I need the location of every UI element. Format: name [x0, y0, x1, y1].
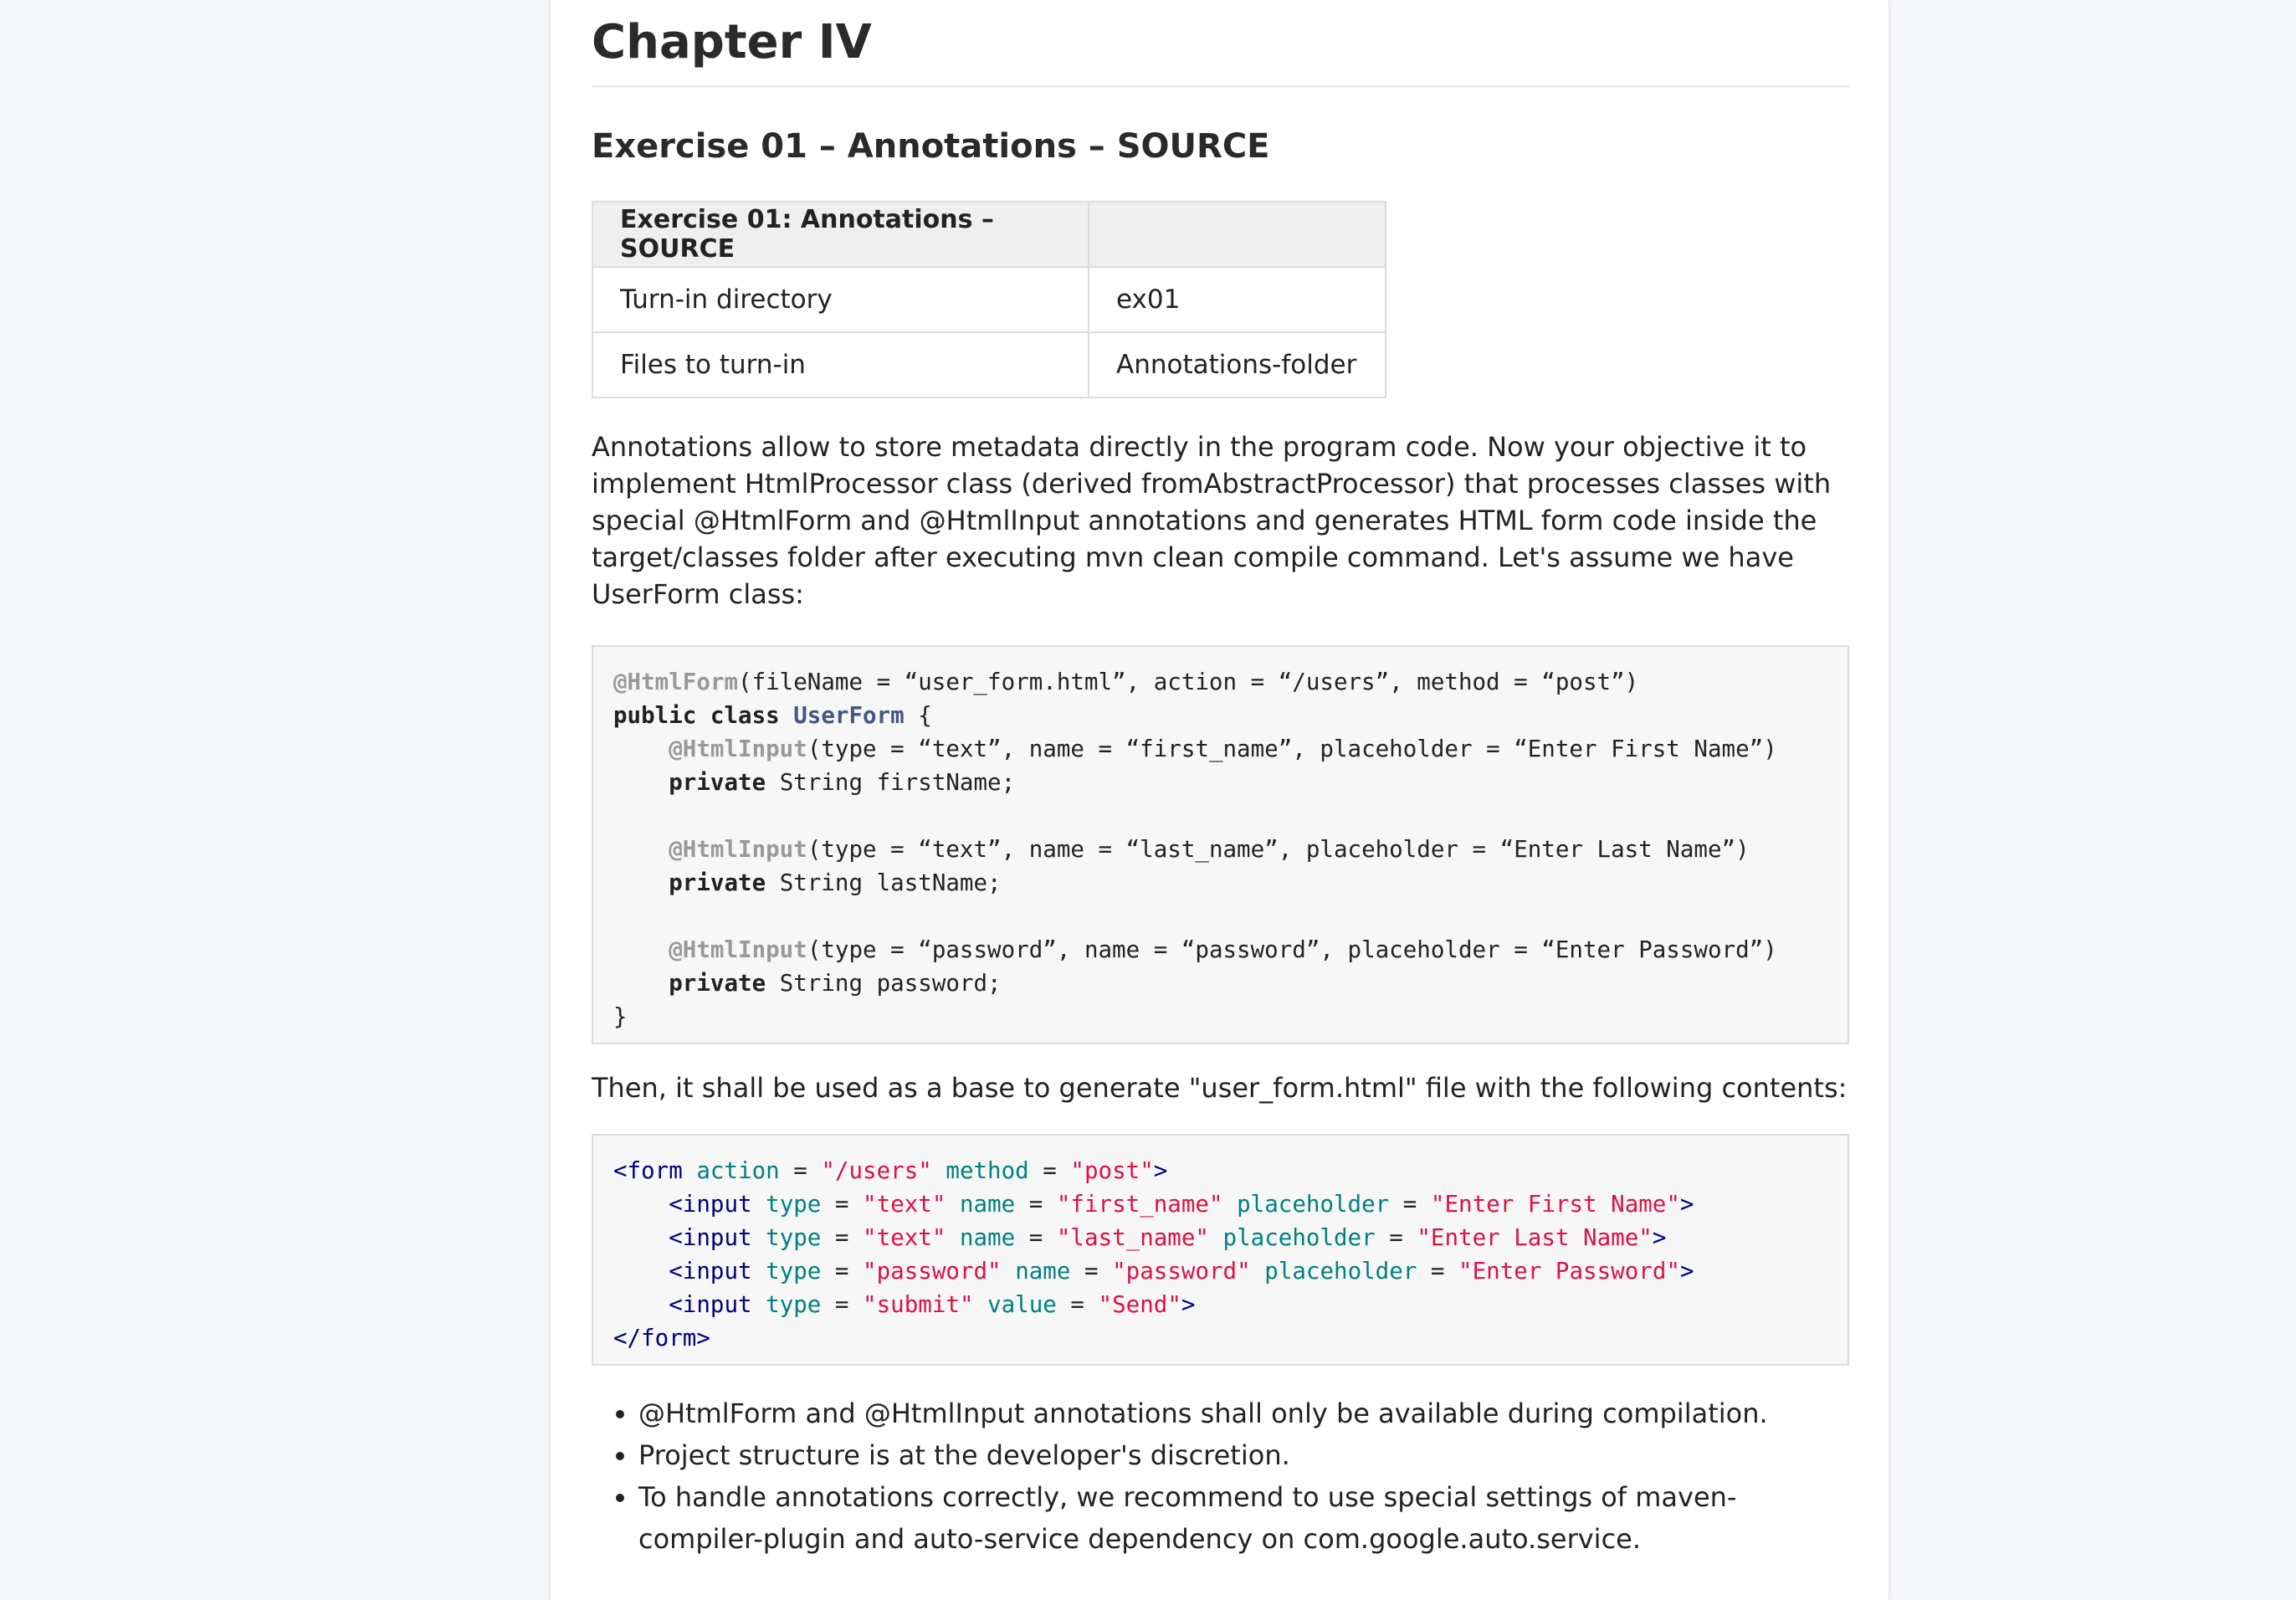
code-keyword: private	[669, 769, 766, 796]
code-string: "submit"	[863, 1291, 974, 1318]
code-line: <input type = "text" name = "last_name" placeholder = "Enter Last Name">	[669, 1224, 1667, 1251]
table-cell-value: ex01	[1089, 267, 1386, 332]
code-attr: method	[946, 1157, 1029, 1184]
code-line	[613, 766, 1827, 799]
code-attr: name	[959, 1191, 1016, 1218]
code-text: String lastName;	[766, 869, 1002, 896]
table-header-row	[592, 202, 1386, 267]
table-header-cell: Exercise 01: Annotations – SOURCE	[592, 202, 1089, 267]
code-attr: placeholder	[1264, 1258, 1417, 1285]
then-paragraph: Then, it shall be used as a base to generate "user_form.html" file with the following contents:	[592, 1072, 1848, 1104]
intro-paragraph: Annotations allow to store metadata directly in the program code. Now your objective it to implement HtmlProcessor class (derived fromAbstractProcessor) that processes classes with special @HtmlForm and @HtmlInput annotations and generates HTML form code inside the target/classes folder after executing mvn clean compile command. Let's assume we have UserForm class:	[592, 431, 1832, 610]
code-line-blank	[613, 799, 1827, 833]
html-code-block	[592, 1134, 1849, 1366]
code-string: "Send"	[1098, 1291, 1181, 1318]
code-tag: >	[1181, 1291, 1196, 1318]
table-cell-label: Turn-in directory	[592, 267, 1089, 332]
code-string: "text"	[863, 1224, 946, 1251]
code-class-name: UserForm	[793, 702, 905, 729]
chapter-divider	[592, 85, 1849, 87]
code-tag: <input	[669, 1258, 752, 1285]
code-attr: placeholder	[1237, 1191, 1390, 1218]
code-text: String firstName;	[766, 769, 1016, 796]
code-line	[613, 732, 1827, 766]
code-line: <input type = "password" name = "password" placeholder = "Enter Password">	[669, 1258, 1694, 1285]
code-attr: type	[766, 1291, 822, 1318]
code-line: <input type = "text" name = "first_name" placeholder = "Enter First Name">	[669, 1191, 1694, 1218]
code-line	[613, 1321, 1827, 1355]
code-line: <form action = "/users" method = "post">	[613, 1157, 1168, 1184]
code-annotation: @HtmlInput	[669, 936, 807, 963]
code-line	[613, 665, 1827, 699]
code-attr: type	[766, 1191, 822, 1218]
code-tag: >	[1652, 1224, 1667, 1251]
code-string: "text"	[863, 1191, 946, 1218]
code-tag: </form>	[613, 1325, 710, 1351]
code-string: "password"	[863, 1258, 1002, 1285]
code-text: (type = “text”, name = “first_name”, placeholder = “Enter First Name”)	[807, 736, 1777, 762]
code-string: "post"	[1070, 1157, 1154, 1184]
code-tag: >	[1679, 1258, 1694, 1285]
code-line	[613, 933, 1827, 967]
code-text: (type = “password”, name = “password”, placeholder = “Enter Password”)	[807, 936, 1777, 963]
code-keyword: private	[669, 970, 766, 997]
table-cell-value: Annotations-folder	[1089, 332, 1386, 397]
list-item: • To handle annotations correctly, we recommend to use special settings of maven-compiler-plugin and auto-service dependency on com.google.auto.service.	[638, 1476, 1849, 1560]
code-string: "last_name"	[1056, 1224, 1209, 1251]
code-tag: >	[1153, 1157, 1168, 1184]
code-tag: <input	[669, 1291, 752, 1318]
code-attr: name	[959, 1224, 1016, 1251]
code-keyword: public class	[613, 702, 794, 729]
code-attr: action	[696, 1157, 780, 1184]
table-row	[592, 332, 1386, 397]
code-line	[613, 866, 1827, 900]
notes-list	[592, 1392, 1849, 1560]
code-text: String password;	[766, 970, 1002, 997]
list-item: • Project structure is at the developer's discretion.	[638, 1434, 1849, 1476]
java-code-block	[592, 645, 1849, 1044]
table-cell-label: Files to turn-in	[592, 332, 1089, 397]
table-row	[592, 267, 1386, 332]
code-string: "/users"	[821, 1157, 932, 1184]
code-tag: <input	[669, 1224, 752, 1251]
code-line	[613, 699, 1827, 732]
code-attr: type	[766, 1258, 822, 1285]
code-line	[613, 833, 1827, 866]
document-page	[550, 0, 1889, 1600]
table-header-cell	[1089, 202, 1386, 267]
code-string: "Enter First Name"	[1430, 1191, 1680, 1218]
code-string: "Enter Last Name"	[1417, 1224, 1653, 1251]
code-annotation: @HtmlInput	[669, 736, 807, 762]
code-annotation: @HtmlForm	[613, 669, 739, 695]
code-line	[613, 967, 1827, 1000]
code-attr: type	[766, 1224, 822, 1251]
code-string: "password"	[1112, 1258, 1251, 1285]
code-line	[613, 1000, 1827, 1033]
code-text: (type = “text”, name = “last_name”, placeholder = “Enter Last Name”)	[807, 836, 1750, 863]
code-text: (fileName = “user_form.html”, action = “/users”, method = “post”)	[738, 669, 1639, 695]
code-string: "first_name"	[1056, 1191, 1223, 1218]
code-line-blank	[613, 900, 1827, 933]
chapter-title: Chapter IV	[592, 15, 872, 69]
code-tag: <input	[669, 1191, 752, 1218]
code-attr: value	[987, 1291, 1057, 1318]
exercise-info-table	[592, 201, 1386, 398]
code-string: "Enter Password"	[1458, 1258, 1680, 1285]
list-item: • @HtmlForm and @HtmlInput annotations shall only be available during compilation.	[638, 1392, 1849, 1434]
code-attr: placeholder	[1222, 1224, 1376, 1251]
code-line: <input type = "submit" value = "Send">	[669, 1291, 1196, 1318]
code-tag: <form	[613, 1157, 683, 1184]
code-tag: >	[1679, 1191, 1694, 1218]
exercise-heading: Exercise 01 – Annotations – SOURCE	[592, 127, 1270, 166]
code-text: }	[613, 1003, 628, 1030]
code-attr: name	[1015, 1258, 1071, 1285]
code-keyword: private	[669, 869, 766, 896]
code-annotation: @HtmlInput	[669, 836, 807, 863]
code-text: {	[904, 702, 932, 729]
